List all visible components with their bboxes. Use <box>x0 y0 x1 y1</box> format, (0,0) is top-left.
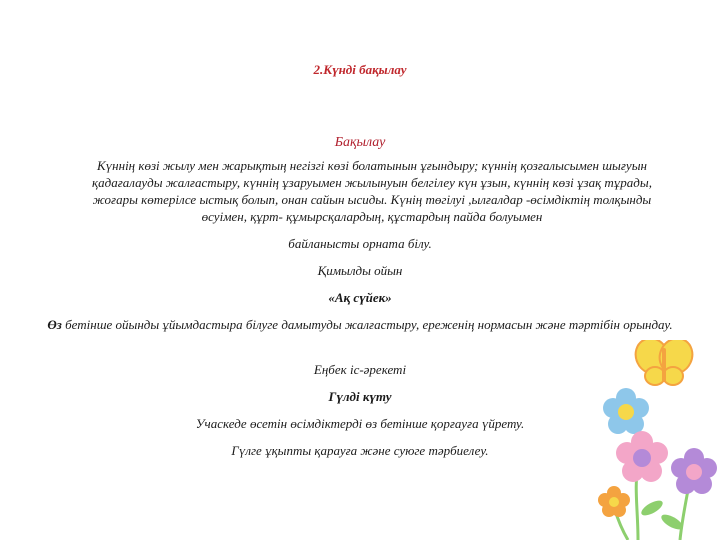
flowers-butterfly-decoration <box>598 340 720 540</box>
work-name: Гүлді күту <box>328 389 392 404</box>
game-description <box>28 316 692 333</box>
lesson-content <box>28 134 692 459</box>
game-description-text: бетінше ойынды ұйымдастыра білуге дамытуды жалғастыру, ереженің нормасын және тәртібін орындау. <box>61 317 673 332</box>
observation-paragraph: Күннің көзі жылу мен жарықтың негізгі көзі болатынын ұғындыру; күннің қозғалысымен шығуын қадағалауды жалғастыру, күннің ұзаруымен жылынуын белгілеу күн ұзын, күннің көзі ұзақ тұрады, жоғары көтерілсе ыстық болып, онан сайын ысиды. Күнің төгілуі ,ылғалдар -өсімдіктің толқынды өсуімен, құрт- құмырсқалардың, құстардың пайда болуымен <box>92 158 652 224</box>
observation-paragraph-end: байланысты орната білу. <box>288 236 432 251</box>
work-heading: Еңбек іс-әрекеті <box>313 362 407 377</box>
flower-icon <box>616 431 668 482</box>
game-heading: Қимылды ойын <box>317 263 403 278</box>
observation-heading: Бақылау <box>334 135 386 150</box>
flower-icon <box>603 388 649 434</box>
game-name: «Ақ сүйек» <box>328 290 392 305</box>
butterfly-icon <box>630 340 698 385</box>
flower-icon <box>598 486 630 517</box>
leaf-icon <box>639 498 685 533</box>
work-line-2: Гүлге ұқыпты қарауға және суюге тәрбиелеу. <box>231 443 489 458</box>
page-title: 2.Күнді бақылау <box>313 62 407 77</box>
work-line-1: Учаскеде өсетін өсімдіктерді өз бетінше қорғауға үйрету. <box>195 416 525 431</box>
game-description-lead: Өз <box>47 317 62 332</box>
flower-icon <box>671 448 717 494</box>
